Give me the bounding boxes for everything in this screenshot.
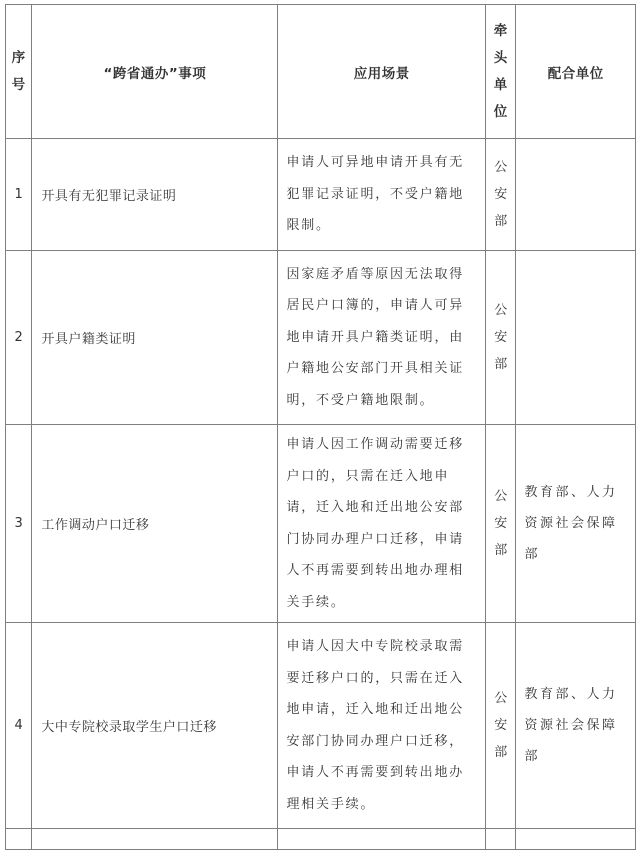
row-item [32,829,278,850]
row-item: 大中专院校录取学生户口迁移 [32,623,278,829]
row-item: 工作调动户口迁移 [32,425,278,623]
row-no: 4 [6,623,32,829]
row-no [6,829,32,850]
row-lead [486,251,516,425]
header-scene: 应用场景 [278,5,486,139]
row-scene: 申请人因工作调动需要迁移户口的，只需在迁入地申请，迁入地和迁出地公安部门协同办理户口迁移，申请人不再需要到转出地办理相关手续。 [278,425,486,623]
row-lead [486,139,516,251]
row-lead [486,425,516,623]
row-lead-text: 公安部 [494,691,508,760]
table-row [6,139,636,251]
row-partner: 教育部、人力资源社会保障部 [516,623,636,829]
services-table [5,4,636,850]
table-header-row [6,5,636,139]
row-item: 开具户籍类证明 [32,251,278,425]
row-lead [486,623,516,829]
row-partner [516,251,636,425]
row-partner [516,139,636,251]
header-lead: 牵头单位 [486,5,516,139]
row-scene: 因家庭矛盾等原因无法取得居民户口簿的，申请人可异地申请开具户籍类证明，由户籍地公安部门开具相关证明，不受户籍地限制。 [278,251,486,425]
row-scene: 申请人因大中专院校录取需要迁移户口的，只需在迁入地申请，迁入地和迁出地公安部门协同办理户口迁移，申请人不再需要到转出地办理相关手续。 [278,623,486,829]
table-row [6,425,636,623]
row-no: 1 [6,139,32,251]
row-lead-text: 公安部 [494,160,508,229]
table-row-partial [6,829,636,850]
row-scene [278,829,486,850]
row-partner: 教育部、人力资源社会保障部 [516,425,636,623]
table-row [6,251,636,425]
row-partner [516,829,636,850]
row-lead-text: 公安部 [494,489,508,558]
row-lead [486,829,516,850]
header-no: 序号 [6,5,32,139]
row-lead-text: 公安部 [494,303,508,372]
row-no: 2 [6,251,32,425]
table-row [6,623,636,829]
row-item: 开具有无犯罪记录证明 [32,139,278,251]
row-no: 3 [6,425,32,623]
header-item: “跨省通办”事项 [32,5,278,139]
header-partner: 配合单位 [516,5,636,139]
row-scene: 申请人可异地申请开具有无犯罪记录证明，不受户籍地限制。 [278,139,486,251]
